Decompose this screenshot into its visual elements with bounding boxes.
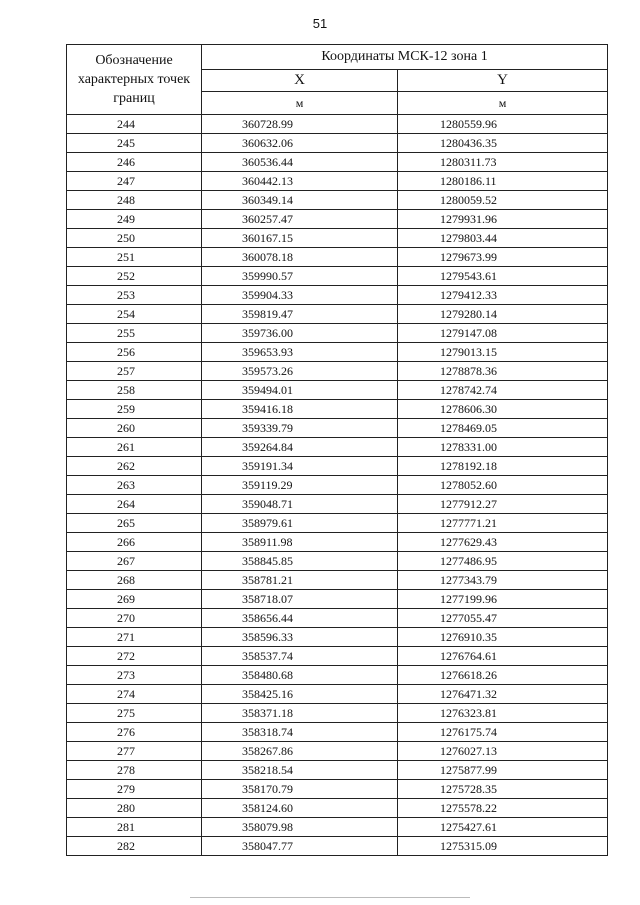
y-cell: 1280059.52 (398, 191, 608, 210)
point-cell: 264 (67, 495, 202, 514)
point-cell: 254 (67, 305, 202, 324)
y-cell: 1278469.05 (398, 419, 608, 438)
point-cell: 273 (67, 666, 202, 685)
x-cell: 358267.86 (202, 742, 398, 761)
x-cell: 358845.85 (202, 552, 398, 571)
x-cell: 358318.74 (202, 723, 398, 742)
point-cell: 252 (67, 267, 202, 286)
point-cell: 261 (67, 438, 202, 457)
y-unit-label: м (398, 92, 608, 115)
y-cell: 1276910.35 (398, 628, 608, 647)
x-cell: 359264.84 (202, 438, 398, 457)
point-cell: 270 (67, 609, 202, 628)
x-cell: 358480.68 (202, 666, 398, 685)
page-number: 51 (312, 16, 328, 31)
page-bottom-rule (190, 897, 470, 898)
point-cell: 272 (67, 647, 202, 666)
y-cell: 1277343.79 (398, 571, 608, 590)
x-cell: 358718.07 (202, 590, 398, 609)
x-cell: 360167.15 (202, 229, 398, 248)
y-cell: 1277055.47 (398, 609, 608, 628)
y-cell: 1276323.81 (398, 704, 608, 723)
point-cell: 253 (67, 286, 202, 305)
x-cell: 360728.99 (202, 115, 398, 134)
x-cell: 358911.98 (202, 533, 398, 552)
y-cell: 1279280.14 (398, 305, 608, 324)
table-row (67, 400, 608, 419)
x-cell: 359573.26 (202, 362, 398, 381)
y-cell: 1277912.27 (398, 495, 608, 514)
table-row (67, 628, 608, 647)
table-row (67, 590, 608, 609)
x-cell: 358781.21 (202, 571, 398, 590)
y-cell: 1279147.08 (398, 324, 608, 343)
y-cell: 1277199.96 (398, 590, 608, 609)
table-body (67, 115, 608, 856)
y-cell: 1280559.96 (398, 115, 608, 134)
point-cell: 260 (67, 419, 202, 438)
point-cell: 274 (67, 685, 202, 704)
point-cell: 251 (67, 248, 202, 267)
table-row (67, 229, 608, 248)
y-cell: 1276027.13 (398, 742, 608, 761)
point-cell: 267 (67, 552, 202, 571)
point-cell: 248 (67, 191, 202, 210)
point-cell: 265 (67, 514, 202, 533)
x-cell: 358537.74 (202, 647, 398, 666)
coordinate-system-header: Координаты МСК-12 зона 1 (202, 45, 608, 70)
table-row (67, 761, 608, 780)
y-cell: 1279543.61 (398, 267, 608, 286)
table-row (67, 666, 608, 685)
point-cell: 269 (67, 590, 202, 609)
table-row (67, 742, 608, 761)
x-cell: 360632.06 (202, 134, 398, 153)
y-cell: 1275728.35 (398, 780, 608, 799)
point-cell: 280 (67, 799, 202, 818)
table-row (67, 381, 608, 400)
x-cell: 358124.60 (202, 799, 398, 818)
point-cell: 259 (67, 400, 202, 419)
y-cell: 1278331.00 (398, 438, 608, 457)
table-row (67, 533, 608, 552)
x-cell: 359339.79 (202, 419, 398, 438)
x-cell: 360257.47 (202, 210, 398, 229)
table-row (67, 134, 608, 153)
y-cell: 1280436.35 (398, 134, 608, 153)
table-row (67, 571, 608, 590)
x-cell: 359990.57 (202, 267, 398, 286)
table-row (67, 210, 608, 229)
point-cell: 255 (67, 324, 202, 343)
point-cell: 256 (67, 343, 202, 362)
table-row (67, 704, 608, 723)
x-unit-label: м (202, 92, 398, 115)
point-cell: 276 (67, 723, 202, 742)
x-cell: 358425.16 (202, 685, 398, 704)
x-cell: 358218.54 (202, 761, 398, 780)
table-row (67, 609, 608, 628)
point-cell: 249 (67, 210, 202, 229)
y-cell: 1278606.30 (398, 400, 608, 419)
table-row (67, 647, 608, 666)
x-cell: 359494.01 (202, 381, 398, 400)
y-cell: 1277629.43 (398, 533, 608, 552)
point-cell: 244 (67, 115, 202, 134)
x-cell: 358371.18 (202, 704, 398, 723)
x-cell: 358596.33 (202, 628, 398, 647)
table-row (67, 514, 608, 533)
table-row (67, 191, 608, 210)
y-cell: 1278742.74 (398, 381, 608, 400)
point-cell: 278 (67, 761, 202, 780)
x-cell: 358979.61 (202, 514, 398, 533)
table-row (67, 685, 608, 704)
y-cell: 1279013.15 (398, 343, 608, 362)
table-row (67, 419, 608, 438)
point-cell: 266 (67, 533, 202, 552)
table-row (67, 248, 608, 267)
x-cell: 359191.34 (202, 457, 398, 476)
x-cell: 360349.14 (202, 191, 398, 210)
y-cell: 1275578.22 (398, 799, 608, 818)
point-cell: 282 (67, 837, 202, 856)
table-row (67, 552, 608, 571)
y-cell: 1280186.11 (398, 172, 608, 191)
y-cell: 1275877.99 (398, 761, 608, 780)
point-cell: 268 (67, 571, 202, 590)
y-cell: 1275315.09 (398, 837, 608, 856)
y-cell: 1280311.73 (398, 153, 608, 172)
x-cell: 358079.98 (202, 818, 398, 837)
table-header (67, 45, 608, 115)
table-row (67, 438, 608, 457)
x-cell: 359904.33 (202, 286, 398, 305)
y-cell: 1278052.60 (398, 476, 608, 495)
y-cell: 1278878.36 (398, 362, 608, 381)
x-cell: 359736.00 (202, 324, 398, 343)
point-cell: 263 (67, 476, 202, 495)
y-cell: 1276471.32 (398, 685, 608, 704)
x-cell: 359119.29 (202, 476, 398, 495)
y-cell: 1279412.33 (398, 286, 608, 305)
point-cell: 257 (67, 362, 202, 381)
table-row (67, 305, 608, 324)
y-cell: 1279931.96 (398, 210, 608, 229)
x-cell: 360536.44 (202, 153, 398, 172)
table-row (67, 153, 608, 172)
table-row (67, 818, 608, 837)
point-cell: 250 (67, 229, 202, 248)
table-row (67, 286, 608, 305)
point-cell: 277 (67, 742, 202, 761)
table-row (67, 267, 608, 286)
point-column-header: Обозначение характерных точек границ (67, 45, 202, 115)
point-cell: 247 (67, 172, 202, 191)
x-column-header: X (202, 70, 398, 92)
y-cell: 1277771.21 (398, 514, 608, 533)
table-row (67, 837, 608, 856)
x-cell: 358656.44 (202, 609, 398, 628)
table-row (67, 799, 608, 818)
table-row (67, 343, 608, 362)
y-cell: 1275427.61 (398, 818, 608, 837)
point-cell: 258 (67, 381, 202, 400)
table-row (67, 780, 608, 799)
table-row (67, 476, 608, 495)
x-cell: 358170.79 (202, 780, 398, 799)
y-cell: 1279803.44 (398, 229, 608, 248)
x-cell: 359819.47 (202, 305, 398, 324)
table-row (67, 362, 608, 381)
table-row (67, 324, 608, 343)
point-cell: 245 (67, 134, 202, 153)
point-cell: 271 (67, 628, 202, 647)
table-row (67, 723, 608, 742)
y-cell: 1277486.95 (398, 552, 608, 571)
y-column-header: Y (398, 70, 608, 92)
y-cell: 1276175.74 (398, 723, 608, 742)
y-cell: 1278192.18 (398, 457, 608, 476)
table-row (67, 172, 608, 191)
x-cell: 359653.93 (202, 343, 398, 362)
y-cell: 1276764.61 (398, 647, 608, 666)
y-cell: 1276618.26 (398, 666, 608, 685)
table-row (67, 457, 608, 476)
x-cell: 360078.18 (202, 248, 398, 267)
point-cell: 279 (67, 780, 202, 799)
point-cell: 275 (67, 704, 202, 723)
x-cell: 358047.77 (202, 837, 398, 856)
x-cell: 359048.71 (202, 495, 398, 514)
x-cell: 359416.18 (202, 400, 398, 419)
coordinates-table (66, 44, 608, 856)
x-cell: 360442.13 (202, 172, 398, 191)
table-row (67, 495, 608, 514)
point-cell: 246 (67, 153, 202, 172)
point-cell: 281 (67, 818, 202, 837)
table-row (67, 115, 608, 134)
point-cell: 262 (67, 457, 202, 476)
y-cell: 1279673.99 (398, 248, 608, 267)
